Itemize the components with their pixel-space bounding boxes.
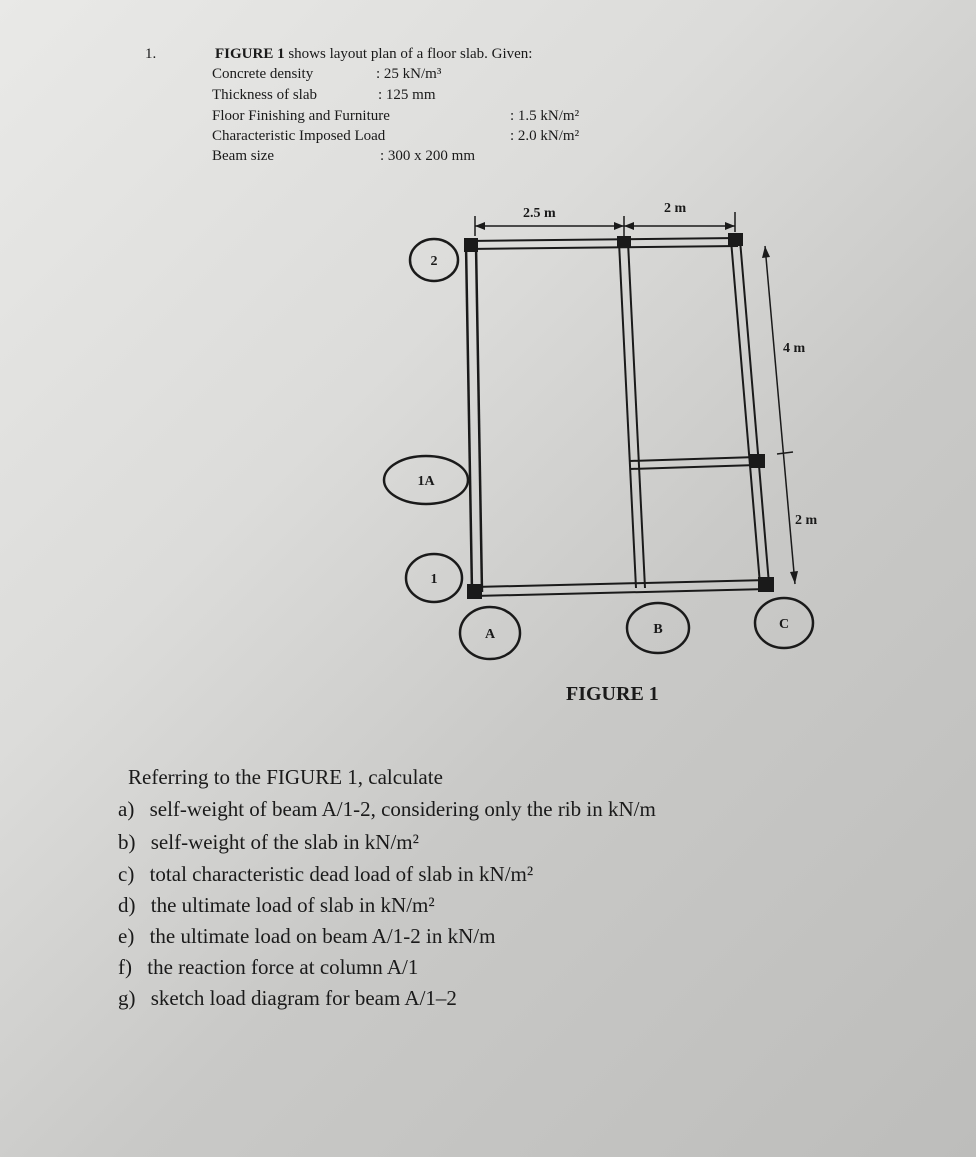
question-item xyxy=(118,797,656,822)
dimension-top xyxy=(475,201,735,236)
given-value: : 2.0 kN/m² xyxy=(510,128,580,144)
grid-bubble-1A xyxy=(384,456,468,504)
item-text: total characteristic dead load of slab in kN/m² xyxy=(149,862,534,886)
beam-grid-A xyxy=(466,245,482,592)
item-text: the ultimate load on beam A/1-2 in kN/m xyxy=(149,924,496,948)
question-item xyxy=(118,862,533,887)
grid-label-C: C xyxy=(778,617,790,632)
question-number: 1. xyxy=(145,46,157,62)
given-label: Floor Finishing and Furniture xyxy=(212,108,390,124)
given-label: Concrete density xyxy=(212,66,314,82)
grid-bubble-2 xyxy=(410,239,458,281)
given-value: : 1.5 kN/m² xyxy=(510,108,580,124)
column-C1 xyxy=(758,577,774,592)
item-text: self-weight of the slab in kN/m² xyxy=(150,830,419,854)
beam-grid-B xyxy=(619,242,645,588)
beam-grid-1 xyxy=(474,580,770,596)
figure-caption: FIGURE 1 xyxy=(566,683,659,705)
item-letter: b) xyxy=(118,830,136,854)
given-label: Thickness of slab xyxy=(212,87,317,103)
item-letter: a) xyxy=(118,797,135,821)
column-C1A xyxy=(750,454,765,468)
item-text: sketch load diagram for beam A/1–2 xyxy=(150,986,457,1010)
item-letter: c) xyxy=(118,862,135,886)
item-text: the reaction force at column A/1 xyxy=(147,955,419,979)
grid-bubble-C xyxy=(755,598,813,648)
column-A2 xyxy=(464,238,478,252)
item-text: the ultimate load of slab in kN/m² xyxy=(150,893,435,917)
question-item xyxy=(118,955,418,980)
given-value: : 125 mm xyxy=(378,87,436,103)
item-text: self-weight of beam A/1-2, considering only the rib in kN/m xyxy=(149,797,656,821)
intro-figure-ref: FIGURE 1 xyxy=(215,46,285,62)
grid-bubble-A xyxy=(460,607,520,659)
dimension-right xyxy=(762,246,818,584)
grid-label-B: B xyxy=(653,622,663,637)
given-label: Characteristic Imposed Load xyxy=(212,128,386,144)
question-item xyxy=(118,986,457,1011)
beam-grid-1A xyxy=(630,457,757,469)
dim-label-4m: 4 m xyxy=(783,341,806,356)
grid-label-A: A xyxy=(484,627,496,642)
given-value: : 300 x 200 mm xyxy=(380,148,476,164)
grid-bubble-1 xyxy=(406,554,462,602)
grid-label-1: 1 xyxy=(430,572,438,587)
beam-grid-C xyxy=(731,240,769,584)
questions-title: Referring to the FIGURE 1, calculate xyxy=(128,765,443,789)
item-letter: e) xyxy=(118,924,135,948)
intro-text: shows layout plan of a floor slab. Given: xyxy=(284,46,533,62)
beam-grid-2 xyxy=(468,238,738,249)
given-label: Beam size xyxy=(212,148,275,164)
question-item xyxy=(118,924,495,949)
given-value: : 25 kN/m³ xyxy=(376,66,442,82)
column-C2 xyxy=(728,233,743,246)
grid-label-1A: 1A xyxy=(417,474,435,489)
item-letter: g) xyxy=(118,986,136,1010)
question-item xyxy=(118,830,419,855)
grid-bubble-B xyxy=(627,603,689,653)
dim-label-2m-right: 2 m xyxy=(795,513,818,528)
dim-label-2m-top: 2 m xyxy=(664,201,687,216)
item-letter: f) xyxy=(118,955,132,979)
dim-label-2-5m: 2.5 m xyxy=(523,206,556,221)
grid-label-2: 2 xyxy=(430,254,438,269)
column-A1 xyxy=(467,584,482,599)
column-B2 xyxy=(617,236,631,248)
question-item xyxy=(118,893,435,918)
item-letter: d) xyxy=(118,893,136,917)
